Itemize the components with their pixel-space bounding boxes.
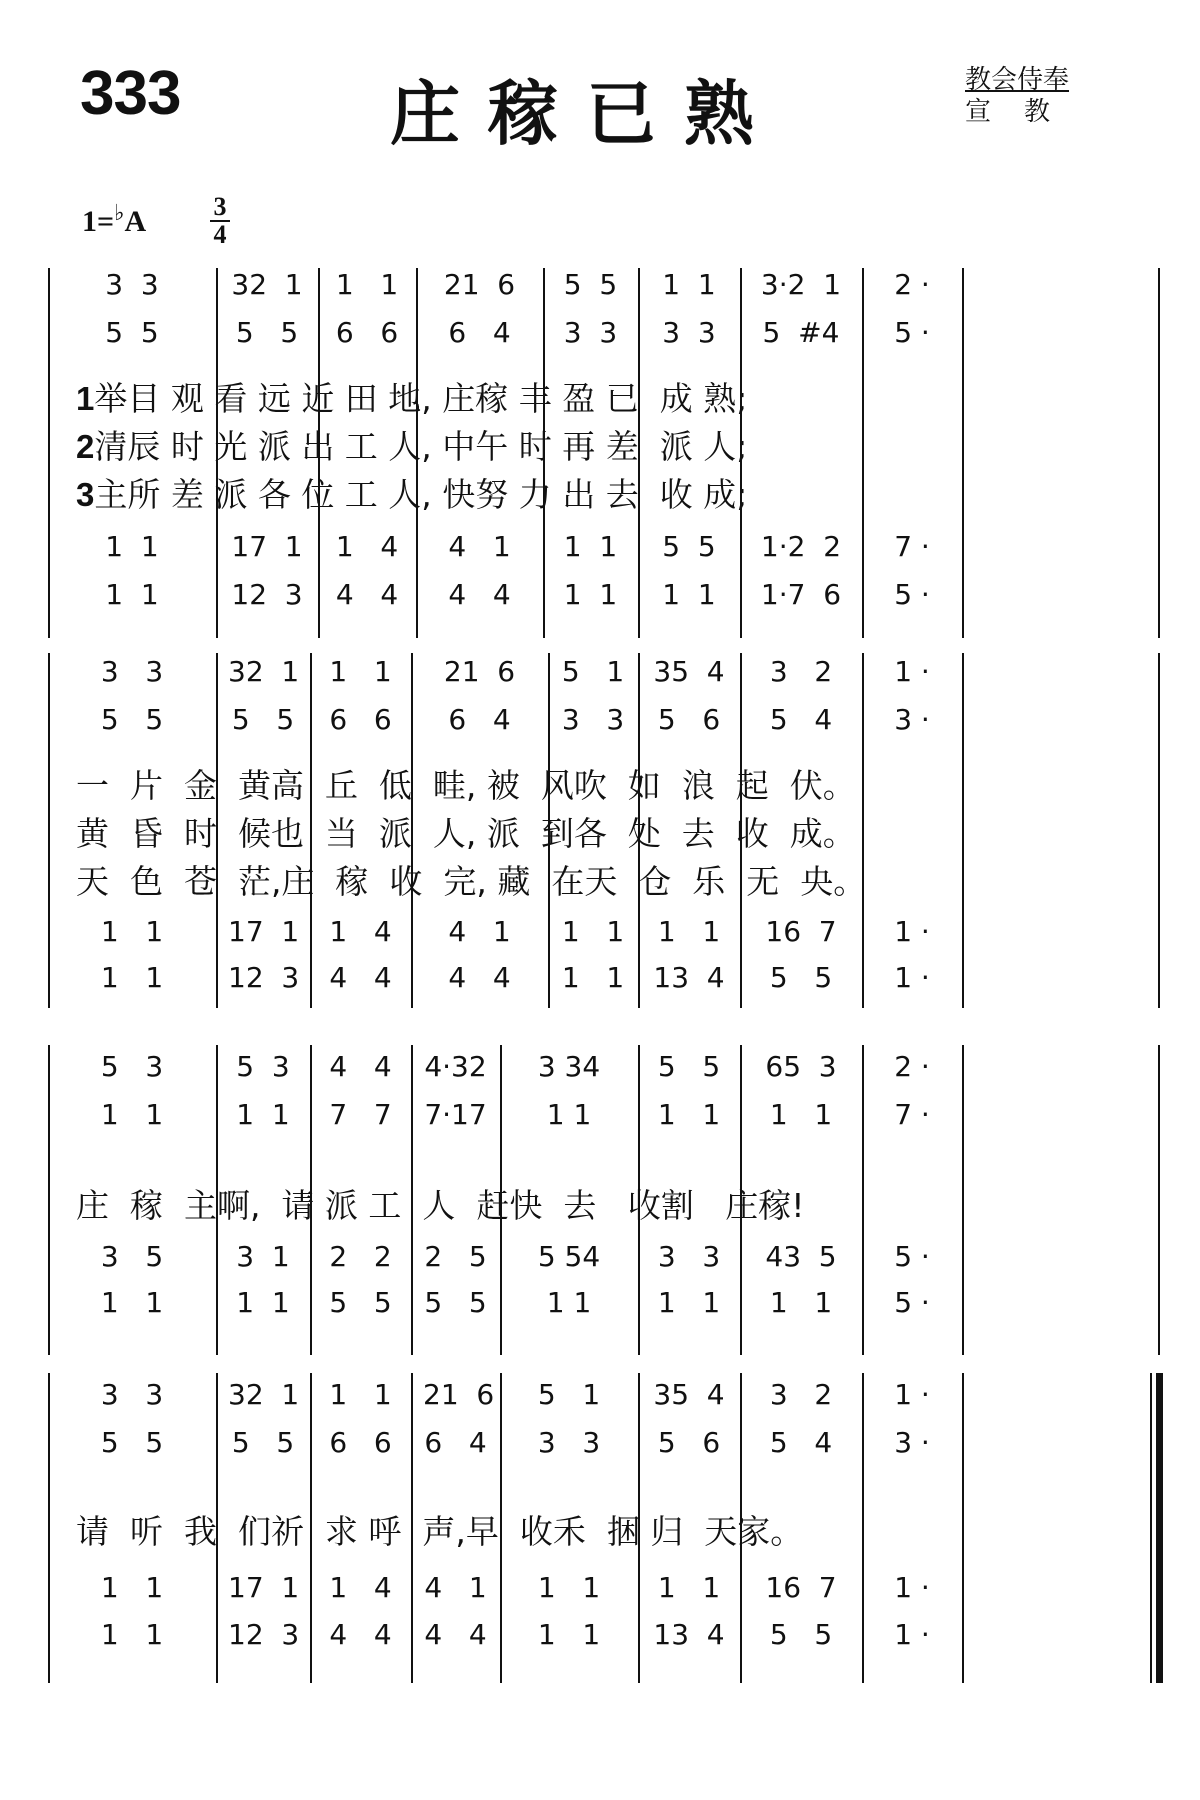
measure-cell: 4 4 (329, 1050, 392, 1083)
lyric-text: 清辰 时 光 派 出 工 人, 中午 时 再 差 派 人; (94, 427, 748, 466)
measure-cell: 16 7 (765, 1571, 837, 1604)
measure-cell: 1 · (894, 961, 930, 994)
measure-cell: 3 34 (537, 1050, 601, 1083)
time-signature (210, 194, 230, 248)
barline (48, 653, 50, 1008)
measure-cell: 1 · (894, 915, 930, 948)
measure-cell: 1 1 (662, 268, 716, 301)
measure-cell: 1 1 (561, 915, 625, 948)
measure-cell: 1 1 (563, 530, 618, 563)
lyric-line (76, 421, 747, 468)
measure-cell: 1 1 (236, 1286, 290, 1319)
measure-cell: 4 4 (335, 578, 399, 611)
measure-cell: 5 5 (235, 316, 299, 349)
measure-cell: 32 1 (231, 268, 303, 301)
measure-cell: 5 54 (537, 1240, 601, 1273)
measure-cell: 5 5 (769, 961, 833, 994)
measure-cell: 1 1 (563, 578, 618, 611)
barline (862, 653, 864, 1008)
measure-cell: 6 6 (329, 703, 392, 736)
measure-cell: 6 4 (424, 1426, 487, 1459)
lyric-text: 主所 差 派 各 位 工 人, 快努 力 出 去 收 成; (94, 475, 748, 514)
measure-cell: 5 6 (657, 703, 721, 736)
measure-cell: 17 1 (228, 1571, 300, 1604)
measure-cell: 5 5 (662, 530, 716, 563)
measure-cell: 17 1 (231, 530, 303, 563)
score-system (48, 655, 1160, 1030)
measure-cell: 7 7 (329, 1098, 392, 1131)
measure-cell: 13 4 (653, 1618, 725, 1651)
barline (1158, 268, 1160, 638)
measure-cell: 3 3 (100, 1378, 164, 1411)
measure-cell: 1 · (894, 1378, 930, 1411)
lyric-text: 天 色 苍 茫,庄 稼 收 完, 藏 在天 仓 乐 无 央。 (76, 862, 867, 901)
measure-cell: 3 3 (537, 1426, 601, 1459)
measure-cell: 2 · (894, 1050, 930, 1083)
measure-cell: 3 3 (563, 316, 618, 349)
measure-cell: 6 6 (335, 316, 399, 349)
measure-cell: 3 3 (657, 1240, 721, 1273)
measure-cell: 5 5 (100, 1426, 164, 1459)
measure-cell: 1 4 (335, 530, 399, 563)
lyric-text: 庄 稼 主啊, 请 派 工 人 赶快 去 收割 庄稼! (76, 1186, 805, 1225)
measure-cell: 1·2 2 (760, 530, 842, 563)
measure-cell: 1 1 (546, 1286, 592, 1319)
measure-cell: 5 3 (100, 1050, 164, 1083)
measure-cell: 4·32 (424, 1050, 487, 1083)
measure-cell: 1 1 (561, 961, 625, 994)
measure-cell: 13 4 (653, 961, 725, 994)
measure-cell: 1 1 (100, 1286, 164, 1319)
measure-cell: 5 · (894, 1240, 930, 1273)
measure-cell: 4 1 (448, 915, 511, 948)
key-note: A (124, 205, 147, 238)
verse-number: 1 (76, 380, 95, 417)
lyric-line (76, 1506, 803, 1553)
measure-cell: 6 4 (448, 316, 511, 349)
measure-cell: 5 5 (231, 703, 295, 736)
barline (862, 1373, 864, 1683)
key-prefix: 1= (82, 205, 115, 238)
measure-cell: 3 3 (100, 655, 164, 688)
measure-cell: 1 1 (657, 1286, 721, 1319)
measure-cell: 4 4 (424, 1618, 487, 1651)
measure-cell: 21 6 (423, 1378, 495, 1411)
measure-cell: 5 5 (563, 268, 618, 301)
measure-cell: 5 5 (657, 1050, 721, 1083)
measure-cell: 7 · (894, 1098, 930, 1131)
measure-cell: 1 1 (537, 1571, 601, 1604)
measure-cell: 65 3 (765, 1050, 837, 1083)
measure-cell: 32 1 (228, 1378, 300, 1411)
measure-cell: 35 4 (653, 1378, 725, 1411)
measure-cell: 3·2 1 (760, 268, 842, 301)
lyric-line (76, 1180, 805, 1227)
verse-number: 2 (76, 428, 95, 465)
measure-cell: 3 2 (769, 655, 833, 688)
lyric-text: 黄 昏 时 候也 当 派 人, 派 到各 处 去 收 成。 (76, 814, 856, 853)
measure-cell: 1 1 (657, 1098, 721, 1131)
barline (1158, 1045, 1160, 1355)
measure-cell: 1 1 (100, 1098, 164, 1131)
meter-top: 3 (213, 192, 227, 221)
credit-line-1: 教会侍奉 (965, 65, 1070, 95)
lyric-line (76, 856, 866, 903)
measure-cell: 12 3 (228, 961, 300, 994)
measure-cell: 4 4 (448, 961, 511, 994)
measure-cell: 1 4 (329, 1571, 392, 1604)
measure-cell: 5 1 (561, 655, 625, 688)
measure-cell: 1 · (894, 1571, 930, 1604)
measure-cell: 1 1 (329, 1378, 392, 1411)
measure-cell: 1 1 (100, 1571, 164, 1604)
lyric-text: 一 片 金 黄高 丘 低 畦, 被 风吹 如 浪 起 伏。 (76, 766, 856, 805)
measure-cell: 3 3 (561, 703, 625, 736)
measure-cell: 5 1 (537, 1378, 601, 1411)
lyric-line (76, 760, 856, 807)
measure-cell: 2 5 (424, 1240, 487, 1273)
measure-cell: 3 2 (769, 1378, 833, 1411)
measure-cell: 21 6 (443, 268, 516, 301)
measure-cell: 1 1 (662, 578, 716, 611)
measure-cell: 16 7 (765, 915, 837, 948)
lyric-line (76, 469, 747, 516)
lyric-text: 请 听 我 们祈 求 呼 声,早 收禾 捆 归 天家。 (76, 1512, 804, 1551)
measure-cell: 7 · (894, 530, 930, 563)
measure-cell: 3 · (894, 703, 930, 736)
measure-cell: 3 3 (105, 268, 159, 301)
verse-number: 3 (76, 476, 95, 513)
measure-cell: 35 4 (653, 655, 725, 688)
measure-cell: 2 2 (329, 1240, 392, 1273)
measure-cell: 5 5 (424, 1286, 487, 1319)
meter-bottom: 4 (213, 220, 227, 249)
final-barline (1156, 1373, 1163, 1683)
measure-cell: 17 1 (228, 915, 300, 948)
measure-cell: 1·7 6 (760, 578, 842, 611)
measure-cell: 1 1 (100, 915, 164, 948)
measure-cell: 6 6 (329, 1426, 392, 1459)
lyric-line (76, 808, 856, 855)
measure-cell: 1 1 (537, 1618, 601, 1651)
measure-cell: 1 1 (236, 1098, 290, 1131)
barline (862, 1045, 864, 1355)
measure-cell: 5 6 (657, 1426, 721, 1459)
measure-cell: 3 5 (100, 1240, 164, 1273)
barline (962, 268, 964, 638)
lyric-text: 举目 观 看 远 近 田 地, 庄稼 丰 盈 已 成 熟; (94, 379, 748, 418)
hymn-title: 庄稼已熟 (390, 73, 782, 155)
measure-cell: 12 3 (231, 578, 303, 611)
measure-cell: 5 5 (231, 1426, 295, 1459)
barline (48, 1045, 50, 1355)
hymn-credit (965, 64, 1069, 128)
measure-cell: 5 5 (329, 1286, 392, 1319)
measure-cell: 1 4 (329, 915, 392, 948)
measure-cell: 1 1 (657, 915, 721, 948)
measure-cell: 1 1 (546, 1098, 592, 1131)
measure-cell: 5 4 (769, 703, 833, 736)
measure-cell: 4 1 (424, 1571, 487, 1604)
barline (48, 1373, 50, 1683)
measure-cell: 1 1 (105, 530, 159, 563)
measure-cell: 4 1 (448, 530, 511, 563)
score-system (48, 268, 1160, 653)
measure-cell: 1 1 (329, 655, 392, 688)
score-system (48, 1378, 1160, 1708)
measure-cell: 4 4 (448, 578, 511, 611)
measure-cell: 12 3 (228, 1618, 300, 1651)
measure-cell: 5 · (894, 578, 930, 611)
lyric-line (76, 373, 747, 420)
barline (48, 268, 50, 638)
key-signature (82, 200, 146, 239)
measure-cell: 5 4 (769, 1426, 833, 1459)
measure-cell: 5 3 (236, 1050, 290, 1083)
measure-cell: 5 5 (105, 316, 159, 349)
hymn-number: 333 (80, 59, 181, 128)
measure-cell: 32 1 (228, 655, 300, 688)
measure-cell: 6 4 (448, 703, 511, 736)
score-system (48, 1050, 1160, 1370)
measure-cell: 3 · (894, 1426, 930, 1459)
measure-cell: 1 · (894, 655, 930, 688)
measure-cell: 21 6 (443, 655, 516, 688)
barline (1158, 653, 1160, 1008)
barline (862, 268, 864, 638)
measure-cell: 7·17 (424, 1098, 487, 1131)
barline (962, 1045, 964, 1355)
measure-cell: 5 · (894, 316, 930, 349)
measure-cell: 1 1 (769, 1286, 833, 1319)
measure-cell: 1 1 (100, 1618, 164, 1651)
measure-cell: 2 · (894, 268, 930, 301)
measure-cell: 1 1 (335, 268, 399, 301)
measure-cell: 43 5 (765, 1240, 837, 1273)
flat-sign: ♭ (114, 200, 125, 225)
credit-line-2: 宣 教 (965, 97, 1051, 127)
measure-cell: 4 4 (329, 961, 392, 994)
measure-cell: 1 1 (100, 961, 164, 994)
measure-cell: 4 4 (329, 1618, 392, 1651)
measure-cell: 1 · (894, 1618, 930, 1651)
measure-cell: 3 1 (236, 1240, 290, 1273)
barline (962, 1373, 964, 1683)
measure-cell: 3 3 (662, 316, 716, 349)
measure-cell: 1 1 (769, 1098, 833, 1131)
measure-cell: 5 5 (100, 703, 164, 736)
measure-cell: 1 1 (657, 1571, 721, 1604)
measure-cell: 5 #4 (762, 316, 840, 349)
barline (962, 653, 964, 1008)
measure-cell: 5 5 (769, 1618, 833, 1651)
measure-cell: 5 · (894, 1286, 930, 1319)
barline (1150, 1373, 1152, 1683)
measure-cell: 1 1 (105, 578, 159, 611)
